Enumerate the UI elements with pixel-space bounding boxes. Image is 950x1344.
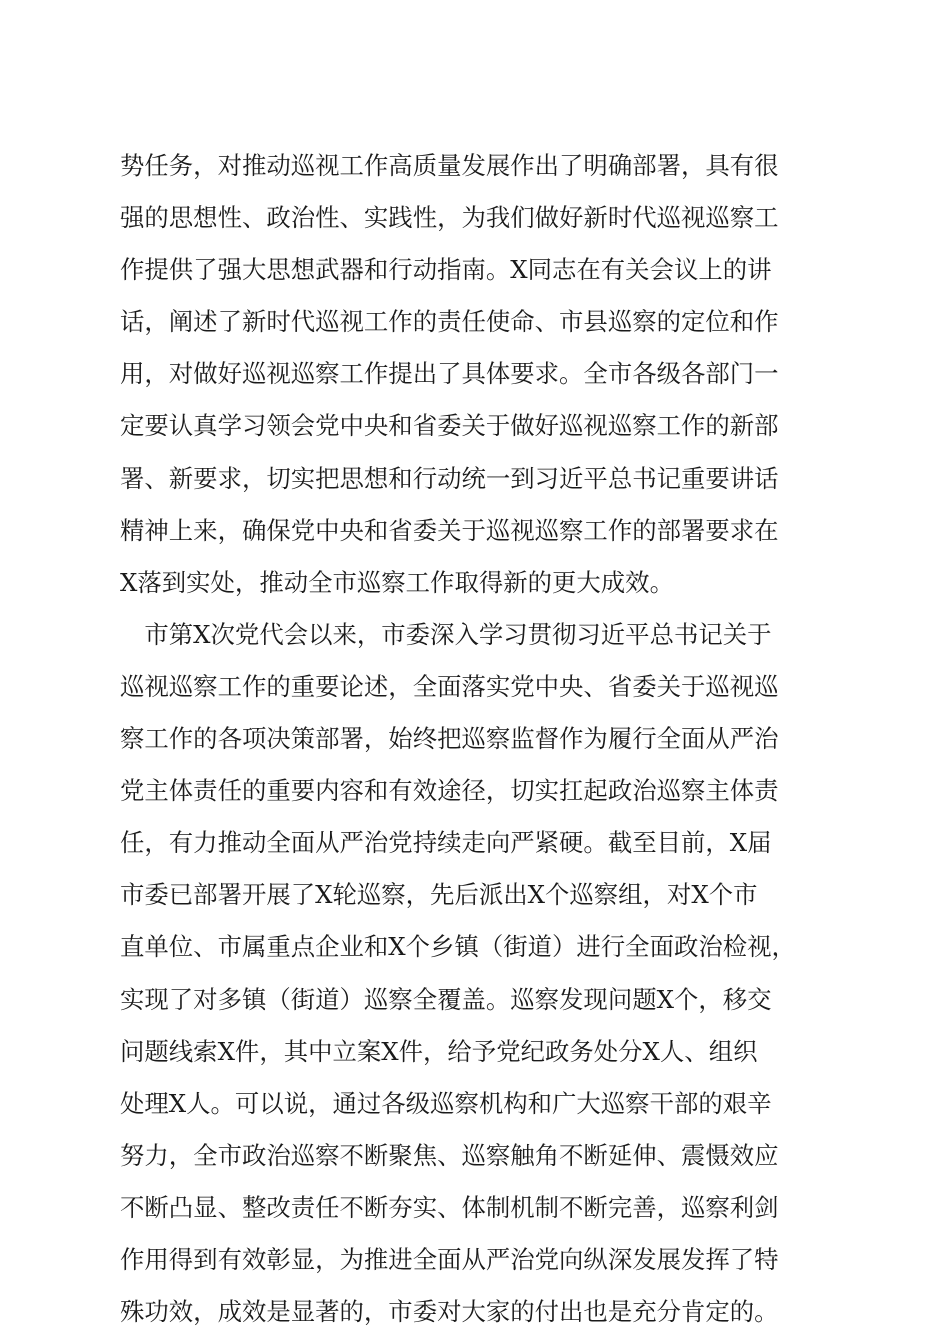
text-line-18: 问题线索X件，其中立案X件，给予党纪政务处分X人、组织 <box>120 1036 758 1066</box>
text-line-22: 作用得到有效彰显，为推进全面从严治党向纵深发展发挥了特 <box>120 1244 779 1274</box>
text-line-15: 市委已部署开展了X轮巡察，先后派出X个巡察组，对X个市 <box>120 880 758 910</box>
text-line-16: 直单位、市属重点企业和X个乡镇（街道）进行全面政治检视， <box>120 932 796 962</box>
text-line-19: 处理X人。可以说，通过各级巡察机构和广大巡察干部的艰辛 <box>120 1088 772 1118</box>
text-line-6: 定要认真学习领会党中央和省委关于做好巡视巡察工作的新部 <box>120 411 779 441</box>
text-line-10: 市第X次党代会以来，市委深入学习贯彻习近平总书记关于 <box>120 619 772 649</box>
text-line-5: 用，对做好巡视巡察工作提出了具体要求。全市各级各部门一 <box>120 359 779 389</box>
text-line-7: 署、新要求，切实把思想和行动统一到习近平总书记重要讲话 <box>120 463 779 493</box>
text-line-3: 作提供了强大思想武器和行动指南。X同志在有关会议上的讲 <box>120 255 772 285</box>
text-line-2: 强的思想性、政治性、实践性，为我们做好新时代巡视巡察工 <box>120 203 779 233</box>
body-text <box>120 140 850 1338</box>
text-line-23: 殊功效，成效是显著的，市委对大家的付出也是充分肯定的。 <box>120 1297 779 1327</box>
text-line-4: 话，阐述了新时代巡视工作的责任使命、市县巡察的定位和作 <box>120 307 779 337</box>
text-line-11: 巡视巡察工作的重要论述，全面落实党中央、省委关于巡视巡 <box>120 671 779 701</box>
text-line-1: 势任务，对推动巡视工作高质量发展作出了明确部署，具有很 <box>120 151 779 180</box>
text-line-8: 精神上来，确保党中央和省委关于巡视巡察工作的部署要求在 <box>120 515 779 545</box>
text-line-20: 努力，全市政治巡察不断聚焦、巡察触角不断延伸、震慑效应 <box>120 1140 779 1170</box>
text-line-21: 不断凸显、整改责任不断夯实、体制机制不断完善，巡察利剑 <box>120 1192 779 1222</box>
text-line-12: 察工作的各项决策部署，始终把巡察监督作为履行全面从严治 <box>120 724 779 754</box>
text-line-9: X落到实处，推动全市巡察工作取得新的更大成效。 <box>120 567 674 597</box>
text-line-14: 任，有力推动全面从严治党持续走向严紧硬。截至目前，X届 <box>120 828 772 858</box>
text-line-17: 实现了对多镇（街道）巡察全覆盖。巡察发现问题X个，移交 <box>120 984 772 1014</box>
text-line-13: 党主体责任的重要内容和有效途径，切实扛起政治巡察主体责 <box>120 776 779 806</box>
